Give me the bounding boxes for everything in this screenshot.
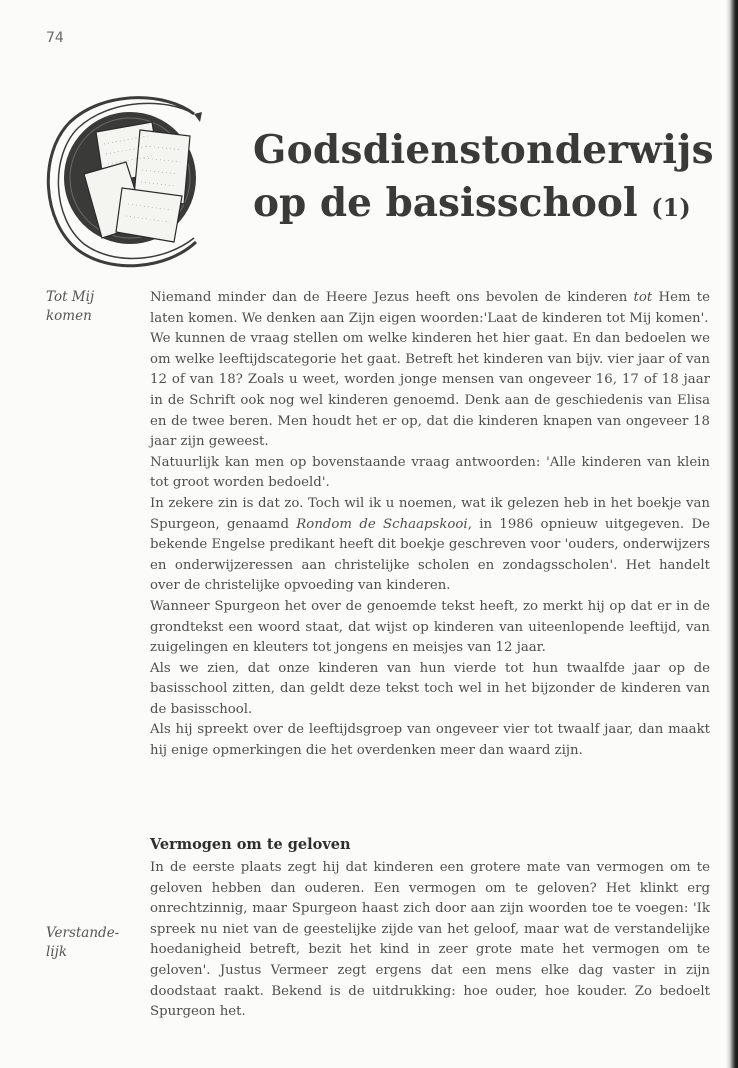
book-title: Rondom de Schaapskooi: [296, 516, 468, 532]
paragraph-text: In zekere zin is dat zo. Toch wil ik u noemen, wat ik gelezen heb in het boekje van Spurgeon, genaamd: [150, 495, 710, 532]
margin-note-line: Tot Mij: [46, 289, 95, 305]
article-title: [253, 124, 714, 235]
paragraph: Wanneer Spurgeon het over de genoemde tekst heeft, zo merkt hij op dat er in de grondtekst een woord staat, dat wijst op kinderen van uiteenlopende leeftijd, van zuigelingen en kleuters tot jongens en meisjes van 12 jaar.: [150, 598, 710, 656]
title-line-1: Godsdienstonderwijs: [253, 127, 714, 173]
title-line-2-text: op de basisschool: [253, 180, 638, 226]
paragraph-emphasis: tot: [633, 290, 653, 305]
margin-note-line: lijk: [46, 944, 68, 960]
paragraph-text: , in 1986 opnieuw uitgegeven. De bekende Engelse predikant heeft dit boekje geschreven voor 'ouders, onderwijzers en onderwijzeressen aan christelijke scholen en zondagsscholen'. Het handelt over de christelijke opvoeding van kinderen.: [150, 516, 710, 594]
paragraph: [150, 288, 710, 329]
paragraph: We kunnen de vraag stellen om welke kinderen het hier gaat. En dan bedoelen we om welke leeftijdscategorie het gaat. Betreft het kinderen van bijv. vier jaar of van 12 of van 18? Zoals u weet, worden jonge mensen van ongeveer 16, 17 of 18 jaar in de Schrift ook nog wel kinderen genoemd. Denk aan de geschiedenis van Elisa en de twee beren. Men houdt het er op, dat die kinderen knapen van ongeveer 18 jaar zijn geweest.: [150, 331, 710, 450]
margin-note-tot-mij-komen: [46, 288, 136, 326]
section-heading: Vermogen om te geloven: [150, 836, 351, 853]
paragraph: In de eerste plaats zegt hij dat kinderen een grotere mate van vermogen om te geloven hebben dan ouderen. Een vermogen om te geloven? Het klinkt erg onrechtzinnig, maar Spurgeon haast zich door aan zijn woorden toe te voegen: 'Ik spreek nu niet van de geestelijke zijde van het geloof, maar wat de verstandelijke hoedanigheid betreft, bezit het kind in zeer grote mate het vermogen om te geloven'. Justus Vermeer zegt ergens dat een mens elke dag vaster in zijn doodstaat raakt. Bekend is de uitdrukking: hoe ouder, hoe kouder. Zo bedoelt Spurgeon het.: [150, 860, 710, 1020]
page-number: 74: [46, 30, 64, 46]
margin-note-verstandelijk: [46, 924, 136, 962]
title-line-2: [253, 176, 714, 235]
paragraph-text: Hem te laten komen. We denken aan Zijn eigen woorden:'Laat de kinderen tot Mij komen'.: [150, 290, 710, 326]
paragraph: Natuurlijk kan men op bovenstaande vraag antwoorden: 'Alle kinderen van klein tot groot worden bedoeld'.: [150, 454, 710, 491]
body-text: [150, 288, 710, 762]
paragraph: [150, 494, 710, 597]
paragraph-text: Niemand minder dan de Heere Jezus heeft ons bevolen de kinderen: [150, 290, 634, 305]
paragraph: Als hij spreekt over de leeftijdsgroep van ongeveer vier tot twaalf jaar, dan maakt hij enige opmerkingen die het overdenken meer dan waard zijn.: [150, 722, 710, 759]
papers-circle-logo: [44, 92, 214, 270]
margin-note-line: komen: [46, 308, 92, 324]
page-edge-shadow: [726, 0, 738, 1068]
margin-note-line: Verstande-: [46, 925, 120, 941]
paragraph: Als we zien, dat onze kinderen van hun vierde tot hun twaalfde jaar op de basisschool zitten, dan geldt deze tekst toch wel in het bijzonder de kinderen van de basisschool.: [150, 660, 710, 717]
title-part-number: (1): [651, 193, 691, 222]
section-body: [150, 858, 710, 1023]
